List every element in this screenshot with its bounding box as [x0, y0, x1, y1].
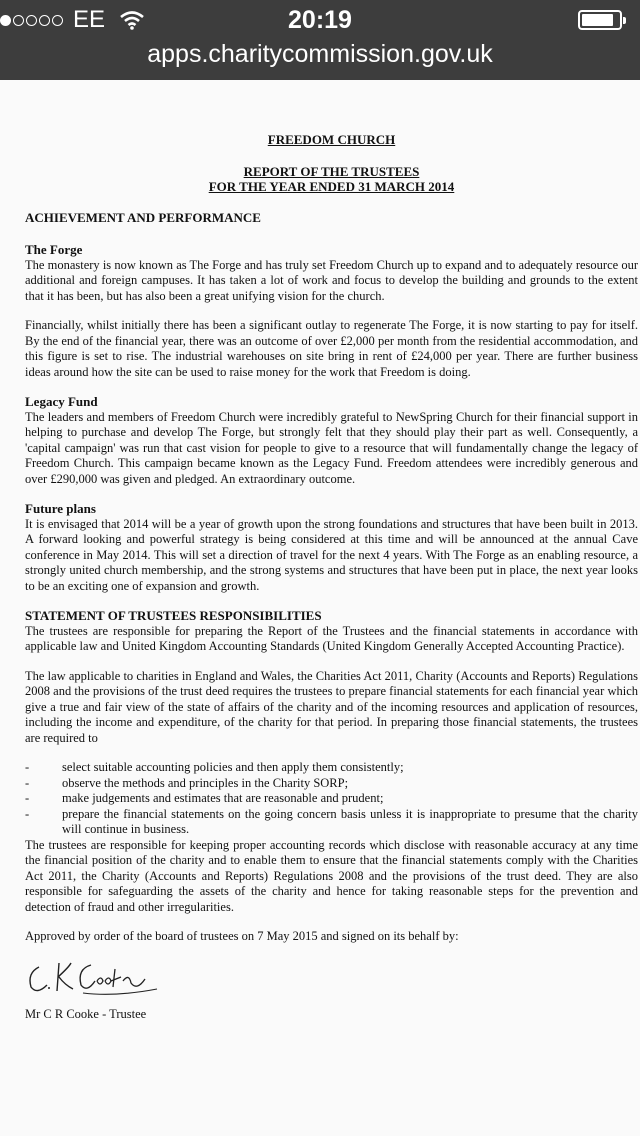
responsibilities-paragraph-2: The law applicable to charities in England and Wales, the Charities Act 2011, Charity (Accounts and Reports) Regulations 2008 and the provisions of the trust deed requires the trustees to prepare financial statements for each financial year which give a true and fair view of the state of affairs of the charity and of the incoming resources and application of resources, including the income and expenditure, of the charity for that period. In preparing those financial statements, the trustees are required to [25, 668, 638, 745]
url-text: apps.charitycommission.gov.uk [147, 40, 493, 68]
list-item: - prepare the financial statements on the going concern basis unless it is inappropriate to presume that the charity will continue in business. [25, 807, 638, 838]
report-period: FOR THE YEAR ENDED 31 MARCH 2014 [208, 179, 455, 194]
subheading-forge: The Forge [25, 242, 83, 257]
clock: 20:19 [288, 6, 352, 34]
address-bar[interactable] [0, 40, 640, 80]
list-item: - select suitable accounting policies and then apply them consistently; [25, 760, 638, 776]
section-heading-responsibilities: STATEMENT OF TRUSTEES RESPONSIBILITIES [25, 608, 322, 623]
requirements-list [25, 760, 638, 838]
responsibilities-paragraph-3: The trustees are responsible for keeping proper accounting records which disclose with reasonable accuracy at any time the financial position of the charity and to enable them to ensure that the financial statements comply with the Charities Act 2011, the Charity (Accounts and Reports) Regulations 2008 and the provisions of the trust deed. They are also responsible for safeguarding the assets of the charity and hence for taking reasonable steps for the prevention and detection of fraud and other irregularities. [25, 837, 638, 914]
subheading-legacy-fund: Legacy Fund [25, 394, 98, 409]
list-item: - observe the methods and principles in the Charity SORP; [25, 776, 638, 792]
document-page [0, 80, 640, 1136]
battery-icon [578, 10, 622, 30]
responsibilities-paragraph-1: The trustees are responsible for preparing the Report of the Trustees and the financial statements in accordance with applicable law and United Kingdom Accounting Standards (United Kingdom Generally Accepted Accounting Practice). [25, 623, 638, 653]
future-paragraph: It is envisaged that 2014 will be a year of growth upon the strong foundations and structures that have been built in 2013. A forward looking and powerful strategy is being considered at this time and will be announced at the annual Cave conference in May 2014. This will set a direction of travel for the next 4 years. With The Forge as an enabling resource, a strongly united church membership, and the strong systems and structures that have been put in place, the next year looks to be an exciting one of expansion and growth. [25, 516, 638, 593]
org-title: FREEDOM CHURCH [267, 132, 396, 147]
signature [25, 955, 638, 1001]
status-bar [0, 0, 640, 40]
forge-paragraph-1: The monastery is now known as The Forge and has truly set Freedom Church up to expand and to adequately resource our additional and foreign campuses. It has taken a lot of work and focus to develop the building and grounds to the extent that it has been, but has also been a great unifying vision for the church. [25, 257, 638, 303]
approval-statement: Approved by order of the board of trustees on 7 May 2015 and signed on its behalf by: [25, 929, 459, 943]
legacy-paragraph: The leaders and members of Freedom Church were incredibly grateful to NewSpring Church for their financial support in helping to purchase and develop The Forge, but strongly felt that they should play their part as well. Consequently, a 'capital campaign' was run that cast vision for people to give to a resource that will fundamentally change the legacy of Freedom Church. This campaign became known as the Legacy Fund. Freedom attendees were incredibly generous and over £290,000 was given and pledged. An extraordinary outcome. [25, 409, 638, 486]
signatory-name: Mr C R Cooke - Trustee [25, 1006, 147, 1021]
subheading-future-plans: Future plans [25, 501, 96, 516]
report-title: REPORT OF THE TRUSTEES [243, 163, 420, 179]
forge-paragraph-2: Financially, whilst initially there has been a significant outlay to regenerate The Forge, it is now starting to pay for itself. By the end of the financial year, there was an outcome of over £2,000 per month from the residential accommodation, and this figure is set to rise. The industrial warehouses on site bring in rent of £24,000 per year. There are further business ideas around how the site can be used to raise money for the work that Freedom is doing. [25, 318, 638, 379]
section-heading-achievement: ACHIEVEMENT AND PERFORMANCE [25, 209, 261, 225]
carrier-name: EE [73, 6, 106, 33]
list-item: - make judgements and estimates that are reasonable and prudent; [25, 791, 638, 807]
